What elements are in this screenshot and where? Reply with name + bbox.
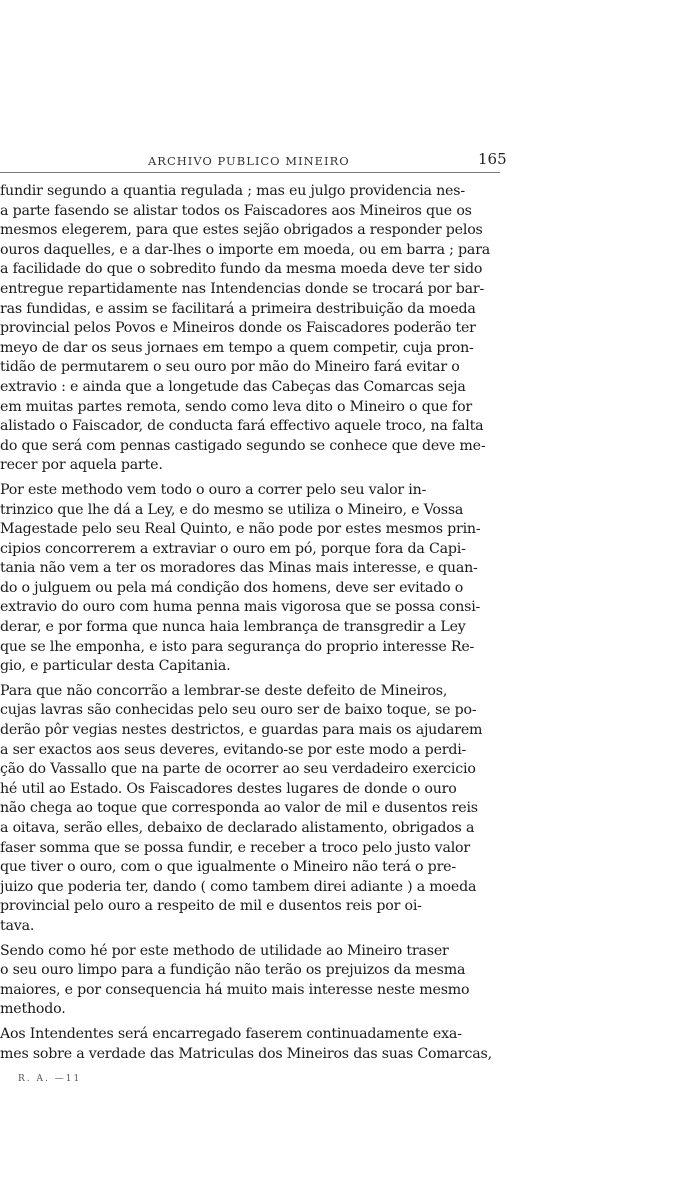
text-line: ção do Vassallo que na parte de ocorrer ao seu verdadeiro exercicio [0,761,476,778]
text-line: a parte fasendo se alistar todos os Faiscadores aos Mineiros que os [0,202,472,219]
text-line: extravio : e ainda que a longetude das Cabeças das Comarcas seja [0,378,466,395]
text-line: a ser exactos aos seus deveres, evitando-se por este modo a perdi- [0,741,467,758]
text-line: meyo de dar os seus jornaes em tempo a quem competir, cuja pron- [0,339,474,356]
text-line: do que será com pennas castigado segundo se conhece que deve me- [0,437,486,454]
text-line: ras fundidas, e assim se facilitará a primeira destribuição da moeda [0,300,476,317]
text-line: faser somma que se possa fundir, e receber a troco pelo justo valor [0,839,470,856]
text-line: o seu ouro limpo para a fundição não terão os prejuizos da mesma [0,962,466,979]
text-line: em muitas partes remota, sendo como leva dito o Mineiro o que for [0,398,473,415]
text-line: Magestade pelo seu Real Quinto, e não pode por estes mesmos prin- [0,521,481,538]
page-number: 165 [478,150,507,168]
text-line: gio, e particular desta Capitania. [0,658,231,675]
text-line: a facilidade do que o sobredito fundo da mesma moeda deve ter sido [0,261,483,278]
text-line: provincial pelo ouro a respeito de mil e dusentos reis por oi- [0,898,422,915]
text-line: provincial pelos Povos e Mineiros donde os Faiscadores poderão ter [0,320,476,337]
text-line: tidão de permutarem o seu ouro por mão do Mineiro fará evitar o [0,359,460,376]
text-line: juizo que poderia ter, dando ( como tambem direi adiante ) a moeda [0,878,477,895]
text-line: que se lhe emponha, e isto para segurança do proprio interesse Re- [0,638,475,655]
text-line: mesmos elegerem, para que estes sejão obrigados a responder pelos [0,222,483,239]
body-text [0,182,502,1069]
text-line: entregue repartidamente nas Intendencias donde se trocará por bar- [0,280,485,297]
text-line: hé util ao Estado. Os Faiscadores destes lugares de donde o ouro [0,780,457,797]
paragraph [0,481,502,677]
text-line: mes sobre a verdade das Matriculas dos Mineiros das suas Comarcas, [0,1045,492,1062]
text-line: tania não vem a ter os moradores das Minas mais interesse, e quan- [0,560,478,577]
text-line: methodo. [0,1001,66,1018]
paragraph [0,682,502,937]
text-line: não chega ao toque que corresponda ao valor de mil e dusentos reis [0,800,478,817]
text-line: Sendo como hé por este methodo de utilidade ao Mineiro traser [0,942,449,959]
text-line: Para que não concorrão a lembrar-se deste defeito de Mineiros, [0,682,448,699]
text-line: a oitava, serão elles, debaixo de declarado alistamento, obrigados a [0,820,475,836]
text-line: cujas lavras são conhecidas pelo seu ouro ser de baixo toque, se po- [0,702,477,719]
text-line: derão pôr vegias nestes destrictos, e guardas para mais os ajudarem [0,722,483,739]
text-line: derar, e por forma que nunca haia lembrança de transgredir a Ley [0,619,466,636]
text-line: que tiver o ouro, com o que igualmente o Mineiro não terá o pre- [0,859,456,876]
text-line: Por este methodo vem todo o ouro a correr pelo seu valor in- [0,481,427,498]
printer-signature: R. A. —11 [18,1074,82,1084]
running-header [0,148,507,174]
header-rule [0,172,500,173]
running-title: ARCHIVO PUBLICO MINEIRO [148,154,350,168]
text-line: ouros daquelles, e a dar-lhes o importe em moeda, ou em barra ; para [0,241,491,258]
text-line: trinzico que lhe dá a Ley, e do mesmo se utiliza o Mineiro, e Vossa [0,501,464,518]
paragraph [0,182,502,476]
text-line: do o julguem ou pela má condição dos homens, deve ser evitado o [0,579,464,596]
text-line: extravio do ouro com huma penna mais vigorosa que se possa consi- [0,599,481,616]
text-line: tava. [0,917,35,934]
text-line: cipios concorrerem a extraviar o ouro em pó, porque fora da Capi- [0,540,466,557]
text-line: recer por aquela parte. [0,457,163,474]
paragraph [0,1025,502,1064]
text-line: maiores, e por consequencia há muito mais interesse neste mesmo [0,981,470,998]
text-line: Aos Intendentes será encarregado faserem continuadamente exa- [0,1025,462,1042]
text-line: fundir segundo a quantia regulada ; mas eu julgo providencia nes- [0,183,465,199]
text-line: alistado o Faiscador, de conducta fará effectivo aquele troco, na falta [0,418,484,435]
paragraph [0,942,502,1020]
